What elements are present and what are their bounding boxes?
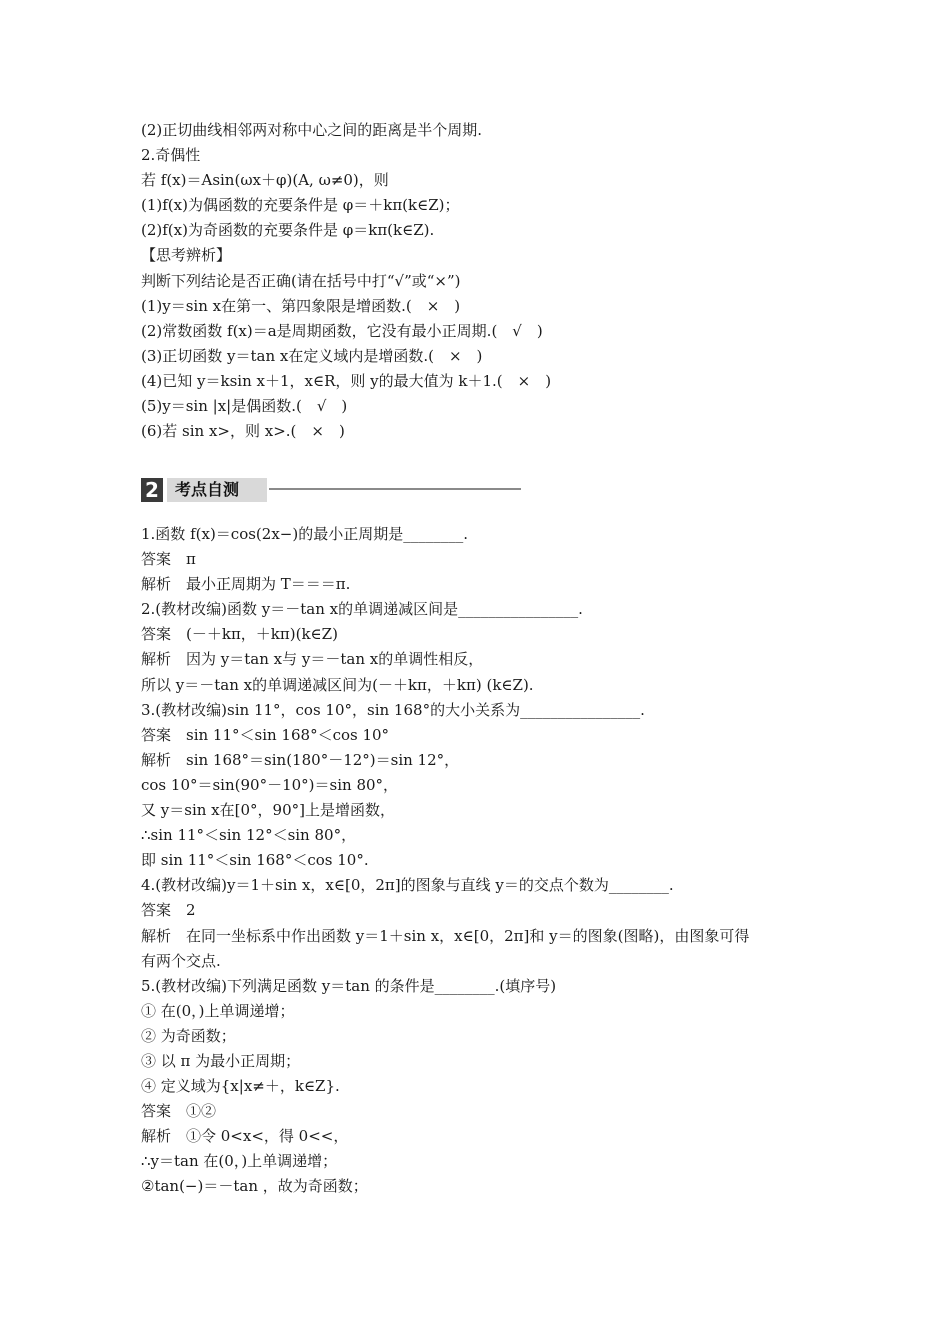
text-line: 答案 ①②	[141, 1102, 217, 1121]
text-line: ③ 以 π 为最小正周期；	[141, 1051, 301, 1070]
text-line: (6)若 sin x>，则 x>.( × )	[141, 422, 345, 441]
section-number: 2	[141, 478, 163, 502]
text-line: 3.(教材改编)sin 11°，cos 10°，sin 168°的大小关系为________________.	[141, 700, 645, 719]
text-line: 若 f(x)＝Asin(ωx＋φ)(A, ω≠0)，则	[141, 171, 389, 190]
text-line: (2)f(x)为奇函数的充要条件是 φ＝kπ(k∈Z).	[141, 221, 435, 240]
text-line: (3)正切函数 y＝tan x在定义域内是增函数.( × )	[141, 346, 483, 365]
text-line: 答案 sin 11°＜sin 168°＜cos 10°	[141, 725, 390, 744]
text-line: 解析 ①令 0<x<，得 0<<，	[141, 1127, 349, 1146]
text-line: (2)常数函数 f(x)＝a是周期函数，它没有最小正周期.( √ )	[141, 321, 543, 340]
section-rule	[269, 488, 521, 490]
text-line: 解析 在同一坐标系中作出函数 y＝1＋sin x，x∈[0，2π]和 y＝的图象(图略)，由图象可得	[141, 926, 750, 945]
text-line: 答案 π	[141, 550, 196, 569]
text-line: 有两个交点.	[141, 951, 221, 970]
text-line: ④ 定义域为{x|x≠＋，k∈Z}.	[141, 1077, 340, 1096]
text-line: 判断下列结论是否正确(请在括号中打“√”或“×”)	[141, 271, 461, 290]
text-line: ∴sin 11°＜sin 12°＜sin 80°，	[141, 826, 357, 845]
text-line: 又 y＝sin x在[0°，90°]上是增函数，	[141, 801, 395, 820]
text-line: 2.奇偶性	[141, 146, 201, 165]
text-line: cos 10°＝sin(90°－10°)＝sin 80°，	[141, 775, 399, 794]
text-line: ②tan(−)＝－tan ，故为奇函数；	[141, 1177, 368, 1196]
text-line: 2.(教材改编)函数 y＝－tan x的单调递减区间是________________.	[141, 600, 583, 619]
text-line: 答案 2	[141, 901, 196, 920]
section-title: 考点自测	[167, 478, 267, 502]
content-block-1	[141, 118, 821, 444]
text-line: ① 在(0，)上单调递增；	[141, 1001, 295, 1020]
text-line: ∴y＝tan 在(0，)上单调递增；	[141, 1152, 338, 1171]
text-line: 解析 sin 168°＝sin(180°－12°)＝sin 12°，	[141, 750, 460, 769]
text-line: (1)y＝sin x在第一、第四象限是增函数.( × )	[141, 296, 461, 315]
text-line: (4)已知 y＝ksin x＋1，x∈R，则 y的最大值为 k＋1.( × )	[141, 371, 552, 390]
text-line: ② 为奇函数；	[141, 1026, 236, 1045]
text-line: 5.(教材改编)下列满足函数 y＝tan 的条件是________.(填序号)	[141, 976, 557, 995]
text-line: 所以 y＝－tan x的单调递减区间为(－＋kπ，＋kπ) (k∈Z).	[141, 675, 534, 694]
text-line: 答案 (－＋kπ，＋kπ)(k∈Z)	[141, 625, 338, 644]
text-line: (2)正切曲线相邻两对称中心之间的距离是半个周期.	[141, 121, 483, 139]
text-line: 即 sin 11°＜sin 168°＜cos 10°.	[141, 851, 369, 870]
text-line: 解析 最小正周期为 T＝＝＝π.	[141, 575, 351, 594]
text-line: 解析 因为 y＝tan x与 y＝－tan x的单调性相反，	[141, 650, 484, 669]
heading-thinking: 【思考辨析】	[141, 246, 232, 265]
text-line: (1)f(x)为偶函数的充要条件是 φ＝＋kπ(k∈Z)；	[141, 196, 460, 215]
content-block-2	[141, 522, 821, 1200]
section-header	[141, 478, 521, 502]
text-line: 4.(教材改编)y＝1＋sin x，x∈[0，2π]的图象与直线 y＝的交点个数为________.	[141, 876, 674, 895]
text-line: 1.函数 f(x)＝cos(2x−)的最小正周期是________.	[141, 525, 468, 543]
text-line: (5)y＝sin |x|是偶函数.( √ )	[141, 397, 348, 416]
